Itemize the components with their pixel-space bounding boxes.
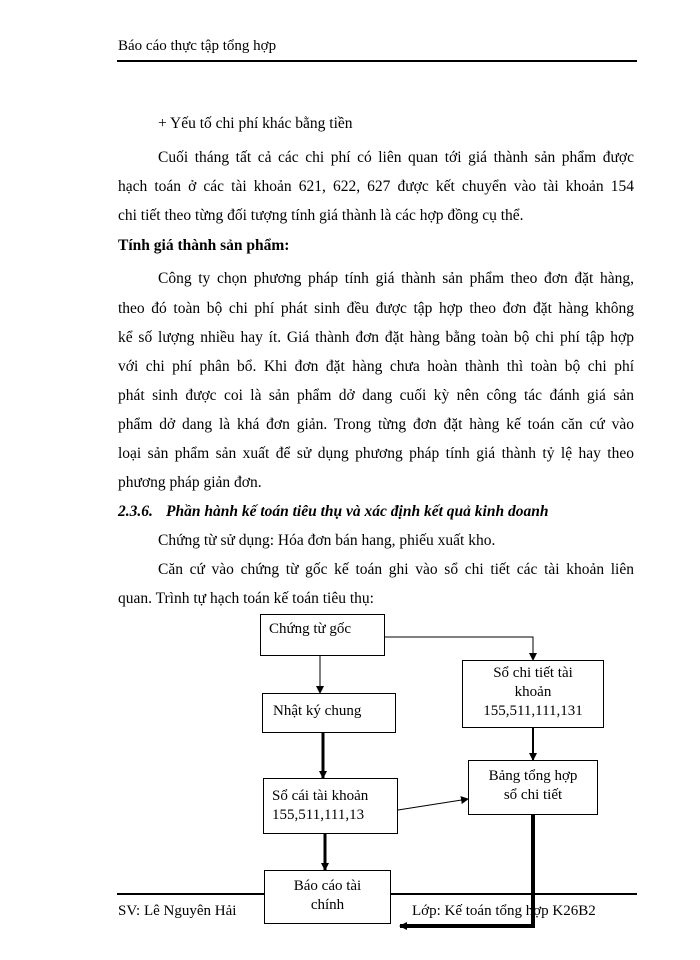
box-label: sổ chi tiết — [503, 787, 563, 803]
paragraph-other-costs: + Yếu tố chi phí khác bằng tiền — [158, 115, 353, 132]
paragraph-line: loại sản phẩm sản xuất để sử dụng phương pháp tính giá thành tỷ lệ hay theo — [118, 445, 634, 462]
paragraph-line: chi tiết theo từng đối tượng tính giá thành là các hợp đồng cụ thể. — [118, 207, 524, 224]
paragraph-line: với chi phí phân bổ. Khi đơn đặt hàng chưa hoàn thành thì toàn bộ chi phí — [118, 358, 634, 375]
section-number: 2.3.6. — [118, 503, 153, 520]
paragraph-line: hạch toán ở các tài khoản 621, 622, 627 được kết chuyển vào tài khoản 154 — [118, 178, 634, 195]
paragraph-line: Cuối tháng tất cả các chi phí có liên quan tới giá thành sản phẩm được — [158, 149, 634, 166]
box-chung-tu-goc — [260, 614, 385, 656]
box-nhat-ky-chung — [262, 693, 396, 733]
box-label: chính — [310, 897, 345, 913]
footer-student: SV: Lê Nguyên Hải — [118, 903, 237, 919]
box-so-chi-tiet — [462, 660, 604, 728]
box-label: Sổ chi tiết tài — [493, 665, 573, 681]
paragraph-documents-used: Chứng từ sử dụng: Hóa đơn bán hang, phiếu xuất kho. — [158, 532, 496, 549]
box-label: Chứng từ gốc — [269, 621, 352, 637]
paragraph-line: phương pháp giản đơn. — [118, 474, 262, 491]
box-label: 155,511,111,131 — [483, 703, 583, 719]
page-header-title: Báo cáo thực tập tổng hợp — [118, 38, 277, 54]
paragraph-line: theo đó toàn bộ chi phí phát sinh đều được tập hợp theo đơn đặt hàng không — [118, 300, 634, 317]
box-bang-tong-hop — [468, 760, 598, 815]
paragraph-line: Công ty chọn phương pháp tính giá thành sản phẩm theo đơn đặt hàng, — [158, 270, 634, 287]
arrow-so-cai-bang-tong-hop — [398, 799, 468, 810]
box-label: 155,511,111,13 — [272, 807, 365, 823]
paragraph-line: Căn cứ vào chứng từ gốc kế toán ghi vào sổ chi tiết các tài khoản liên — [158, 561, 634, 578]
paragraph-line: quan. Trình tự hạch toán kế toán tiêu thụ: — [118, 590, 374, 607]
footer-class: Lớp: Kế toán tổng hợp K26B2 — [412, 903, 596, 919]
box-label: Nhật ký chung — [273, 703, 362, 719]
box-bao-cao-tai-chinh — [264, 870, 391, 924]
paragraph-line: phát sinh được coi là sản phẩm dở dang cuối kỳ nên công tác đánh giá sản — [118, 387, 634, 404]
paragraph-line: kể số lượng nhiều hay ít. Giá thành đơn đặt hàng bằng toàn bộ chi phí tập hợp — [118, 329, 634, 346]
paragraph-line: phẩm dở dang là khá đơn giản. Trong từng đơn đặt hàng kế toán căn cứ vào — [118, 416, 634, 433]
box-label: Bảng tổng hợp — [488, 768, 578, 784]
section-heading-pricing: Tính giá thành sản phẩm: — [118, 237, 290, 254]
box-so-cai — [263, 778, 398, 834]
arrow-goc-to-so-chi-tiet — [385, 637, 533, 660]
section-title: Phần hành kế toán tiêu thụ và xác định kết quả kinh doanh — [166, 503, 549, 520]
box-label: khoản — [514, 684, 552, 700]
box-label: Báo cáo tài — [293, 878, 362, 894]
box-label: Sổ cái tài khoản — [272, 788, 369, 804]
